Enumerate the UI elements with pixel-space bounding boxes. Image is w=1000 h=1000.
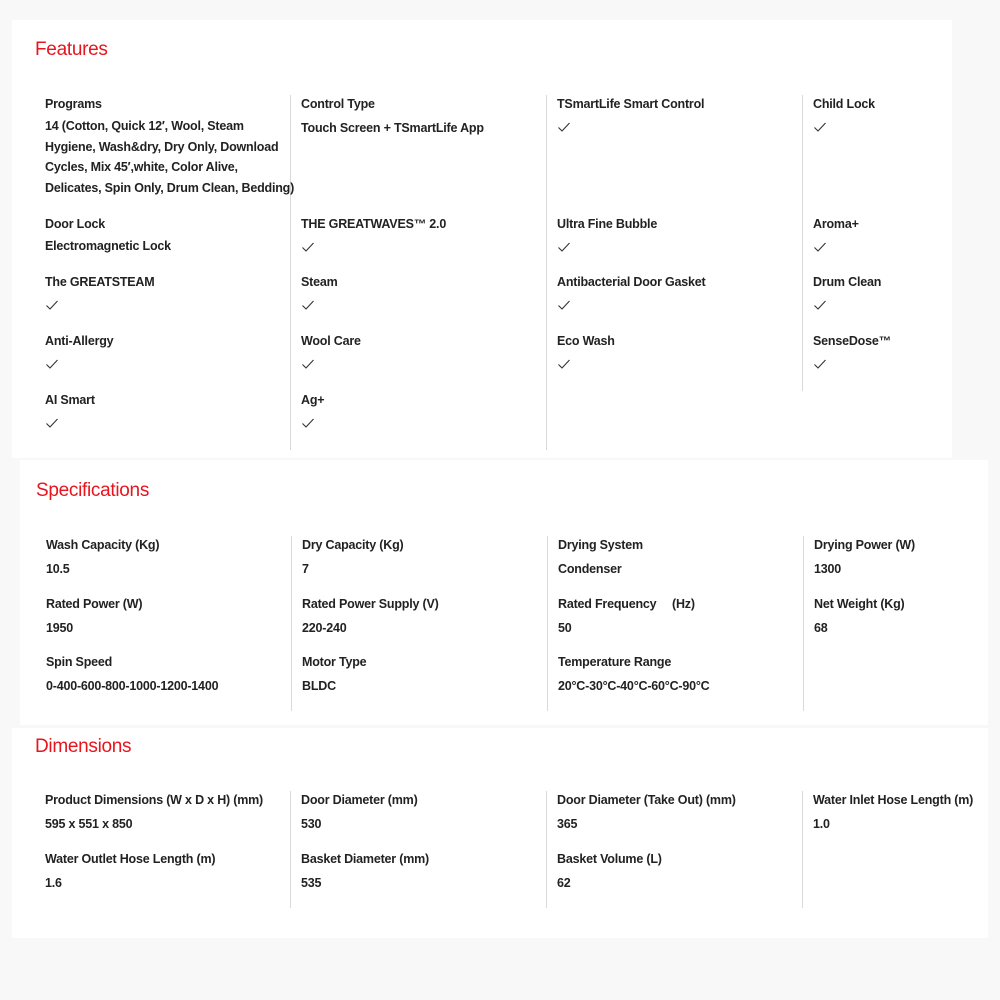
spec-wash-capacity — [46, 537, 286, 580]
dim-water-inlet-hose — [813, 792, 1000, 835]
feature-value: Touch Screen + TSmartLife App — [301, 121, 484, 135]
dim-value: 62 — [557, 876, 571, 890]
dimensions-divider — [802, 791, 803, 908]
feature-label: Ultra Fine Bubble — [557, 217, 658, 231]
checkmark-icon — [813, 358, 827, 370]
spec-value: 50 — [558, 621, 572, 635]
dimensions-divider — [290, 791, 291, 908]
specifications-divider — [547, 536, 548, 711]
dim-label: Basket Diameter (mm) — [301, 852, 429, 866]
spec-label: Rated Power Supply (V) — [302, 597, 439, 611]
dim-value: 530 — [301, 817, 322, 831]
dim-value: 535 — [301, 876, 322, 890]
checkmark-icon — [301, 241, 315, 253]
dim-label: Door Diameter (Take Out) (mm) — [557, 793, 736, 807]
features-divider — [546, 95, 547, 450]
specifications-title: Specifications — [36, 480, 150, 501]
spec-label: Rated Power (W) — [46, 597, 143, 611]
spec-rated-power — [46, 596, 286, 639]
spec-value: 10.5 — [46, 562, 70, 576]
spec-value: BLDC — [302, 679, 336, 693]
spec-label: Wash Capacity (Kg) — [46, 538, 160, 552]
dim-label: Water Inlet Hose Length (m) — [813, 793, 974, 807]
checkmark-icon — [301, 358, 315, 370]
feature-programs — [45, 96, 295, 198]
checkmark-icon — [45, 358, 59, 370]
spec-value: 68 — [814, 621, 828, 635]
spec-drying-power — [814, 537, 1000, 580]
feature-label: TSmartLife Smart Control — [557, 97, 705, 111]
feature-aroma — [813, 216, 1000, 253]
dim-label: Door Diameter (mm) — [301, 793, 418, 807]
checkmark-icon — [557, 358, 571, 370]
spec-label: Drying System — [558, 538, 643, 552]
feature-door-lock — [45, 216, 285, 257]
dim-basket-volume — [557, 851, 797, 894]
feature-drum-clean — [813, 274, 1000, 311]
dim-label: Basket Volume (L) — [557, 852, 662, 866]
feature-tsmartlife-control — [557, 96, 797, 133]
features-title: Features — [35, 39, 108, 60]
dim-value: 1.6 — [45, 876, 62, 890]
feature-anti-allergy — [45, 333, 285, 370]
feature-label: Aroma+ — [813, 217, 859, 231]
spec-value: 20°C-30°C-40°C-60°C-90°C — [558, 679, 710, 693]
feature-steam — [301, 274, 541, 311]
feature-label: Child Lock — [813, 97, 875, 111]
checkmark-icon — [813, 121, 827, 133]
dim-basket-diameter — [301, 851, 541, 894]
feature-label: Ag+ — [301, 393, 325, 407]
feature-label: SenseDose™ — [813, 334, 891, 348]
feature-ag-plus — [301, 392, 541, 429]
feature-child-lock — [813, 96, 1000, 133]
feature-wool-care — [301, 333, 541, 370]
feature-label: THE GREATWAVES™ 2.0 — [301, 217, 447, 231]
spec-value: 7 — [302, 562, 309, 576]
spec-label: Temperature Range — [558, 655, 672, 669]
dim-door-diameter-take-out — [557, 792, 797, 835]
spec-value: 1950 — [46, 621, 74, 635]
feature-ultra-fine-bubble — [557, 216, 797, 253]
checkmark-icon — [813, 299, 827, 311]
spec-spin-speed — [46, 654, 286, 697]
feature-greatsteam — [45, 274, 285, 311]
dim-product-dimensions — [45, 792, 285, 835]
specifications-divider — [291, 536, 292, 711]
dim-label: Product Dimensions (W x D x H) (mm) — [45, 793, 264, 807]
spec-label: Motor Type — [302, 655, 367, 669]
spec-net-weight — [814, 596, 1000, 639]
dim-value: 595 x 551 x 850 — [45, 817, 133, 831]
spec-drying-system — [558, 537, 798, 580]
feature-label: Drum Clean — [813, 275, 882, 289]
specifications-divider — [803, 536, 804, 711]
feature-control-type — [301, 96, 541, 139]
feature-value: Electromagnetic Lock — [45, 239, 171, 253]
spec-rated-frequency — [558, 596, 798, 639]
spec-value: 220-240 — [302, 621, 347, 635]
feature-label: Eco Wash — [557, 334, 615, 348]
feature-sensedose — [813, 333, 1000, 370]
dim-label: Water Outlet Hose Length (m) — [45, 852, 216, 866]
dim-value: 365 — [557, 817, 578, 831]
spec-motor-type — [302, 654, 542, 697]
feature-greatwaves — [301, 216, 541, 253]
feature-label: Steam — [301, 275, 338, 289]
spec-value: 1300 — [814, 562, 842, 576]
feature-label: Anti-Allergy — [45, 334, 114, 348]
feature-label: Antibacterial Door Gasket — [557, 275, 706, 289]
feature-label: Wool Care — [301, 334, 361, 348]
spec-rated-power-supply — [302, 596, 542, 639]
dimensions-divider — [546, 791, 547, 908]
feature-label: The GREATSTEAM — [45, 275, 155, 289]
feature-eco-wash — [557, 333, 797, 370]
spec-dry-capacity — [302, 537, 542, 580]
checkmark-icon — [301, 299, 315, 311]
checkmark-icon — [557, 121, 571, 133]
feature-antibacterial-gasket — [557, 274, 797, 311]
spec-value: 0-400-600-800-1000-1200-1400 — [46, 679, 219, 693]
feature-label: Control Type — [301, 97, 375, 111]
dim-door-diameter — [301, 792, 541, 835]
spec-label: Drying Power (W) — [814, 538, 915, 552]
dim-value: 1.0 — [813, 817, 830, 831]
spec-label: Rated Frequency (Hz) — [558, 597, 695, 611]
checkmark-icon — [301, 417, 315, 429]
dimensions-title: Dimensions — [35, 736, 132, 757]
dim-water-outlet-hose — [45, 851, 285, 894]
spec-label: Spin Speed — [46, 655, 113, 669]
spec-label: Dry Capacity (Kg) — [302, 538, 404, 552]
feature-label: Door Lock — [45, 217, 106, 231]
feature-value: 14 (Cotton, Quick 12′, Wool, Steam Hygiene, Wash&dry, Dry Only, Download Cycles, Mix 45′,white, Color Alive, Delicates, Spin Only, Drum Clean, Bedding) — [45, 119, 295, 195]
feature-ai-smart — [45, 392, 285, 429]
spec-label: Net Weight (Kg) — [814, 597, 905, 611]
checkmark-icon — [45, 417, 59, 429]
checkmark-icon — [557, 241, 571, 253]
spec-value: Condenser — [558, 562, 622, 576]
checkmark-icon — [557, 299, 571, 311]
feature-label: AI Smart — [45, 393, 95, 407]
feature-label: Programs — [45, 97, 102, 111]
spec-temperature-range — [558, 654, 798, 697]
checkmark-icon — [45, 299, 59, 311]
checkmark-icon — [813, 241, 827, 253]
features-divider — [802, 95, 803, 391]
